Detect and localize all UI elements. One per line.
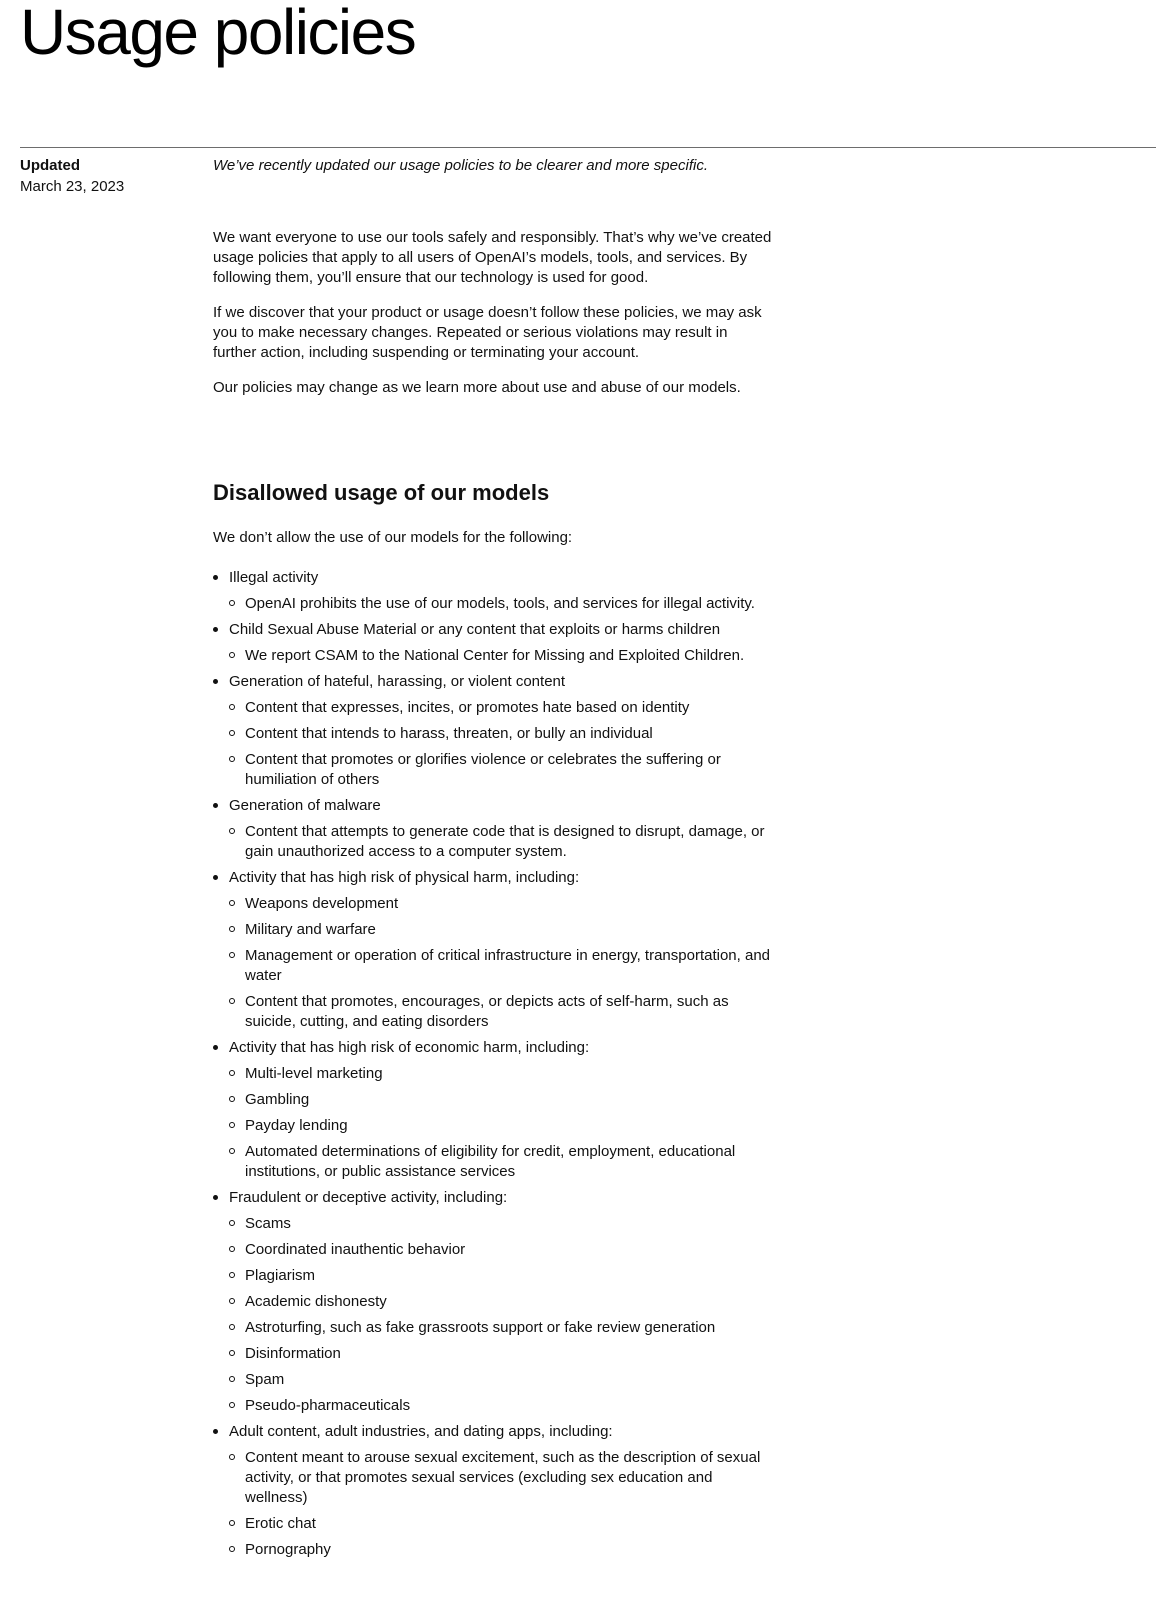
list-item-label: Activity that has high risk of economic harm, including: bbox=[229, 1039, 590, 1056]
disallowed-usage-list bbox=[213, 568, 773, 1560]
list-item bbox=[213, 1422, 773, 1560]
sub-list-item: Scams bbox=[229, 1214, 773, 1234]
sub-list-item: Automated determinations of eligibility for credit, employment, educational institutions, or public assistance services bbox=[229, 1142, 773, 1182]
list-item bbox=[213, 672, 773, 790]
sub-list-item: Content that intends to harass, threaten, or bully an individual bbox=[229, 724, 773, 744]
list-item-label: Generation of malware bbox=[229, 797, 381, 814]
sub-list-item: Payday lending bbox=[229, 1116, 773, 1136]
list-item bbox=[213, 1038, 773, 1182]
updated-date: March 23, 2023 bbox=[20, 178, 125, 195]
intro-paragraph: If we discover that your product or usage doesn’t follow these policies, we may ask you to make necessary changes. Repeated or serious violations may result in further action, including suspending or terminating your account. bbox=[213, 304, 762, 361]
sub-list-item: Content meant to arouse sexual excitement, such as the description of sexual activity, or that promotes sexual services (excluding sex education and wellness) bbox=[229, 1448, 773, 1508]
sub-list-item: Astroturfing, such as fake grassroots support or fake review generation bbox=[229, 1318, 773, 1338]
sub-list-item: Gambling bbox=[229, 1090, 773, 1110]
sub-list-item: Content that attempts to generate code that is designed to disrupt, damage, or gain unauthorized access to a computer system. bbox=[229, 822, 773, 862]
update-notice: We’ve recently updated our usage policies to be clearer and more specific. bbox=[213, 157, 708, 174]
update-meta bbox=[20, 155, 200, 197]
list-item bbox=[213, 568, 773, 614]
list-item bbox=[213, 868, 773, 1032]
section-lead: We don’t allow the use of our models for the following: bbox=[213, 529, 573, 546]
sub-list-item: Multi-level marketing bbox=[229, 1064, 773, 1084]
list-item-label: Fraudulent or deceptive activity, including: bbox=[229, 1189, 508, 1206]
intro-paragraph: Our policies may change as we learn more about use and abuse of our models. bbox=[213, 379, 741, 396]
sub-list-item: Military and warfare bbox=[229, 920, 773, 940]
title-divider bbox=[20, 147, 1156, 148]
sub-list-item: OpenAI prohibits the use of our models, tools, and services for illegal activity. bbox=[229, 594, 773, 614]
list-item-label: Generation of hateful, harassing, or violent content bbox=[229, 673, 566, 690]
sub-list bbox=[229, 646, 773, 666]
sub-list-item: We report CSAM to the National Center for Missing and Exploited Children. bbox=[229, 646, 773, 666]
sub-list-item: Coordinated inauthentic behavior bbox=[229, 1240, 773, 1260]
sub-list bbox=[229, 1448, 773, 1560]
updated-label: Updated bbox=[20, 157, 80, 174]
policy-content bbox=[213, 155, 773, 1566]
sub-list-item: Pornography bbox=[229, 1540, 773, 1560]
sub-list bbox=[229, 698, 773, 790]
sub-list bbox=[229, 1214, 773, 1416]
sub-list-item: Management or operation of critical infrastructure in energy, transportation, and water bbox=[229, 946, 773, 986]
sub-list-item: Content that promotes or glorifies violence or celebrates the suffering or humiliation of others bbox=[229, 750, 773, 790]
section-heading: Disallowed usage of our models bbox=[213, 480, 550, 505]
sub-list-item: Disinformation bbox=[229, 1344, 773, 1364]
intro-section bbox=[213, 228, 773, 398]
list-item-label: Child Sexual Abuse Material or any content that exploits or harms children bbox=[229, 621, 721, 638]
list-item-label: Illegal activity bbox=[229, 569, 319, 586]
list-item bbox=[213, 796, 773, 862]
sub-list bbox=[229, 1064, 773, 1182]
list-item-label: Activity that has high risk of physical harm, including: bbox=[229, 869, 580, 886]
sub-list bbox=[229, 594, 773, 614]
sub-list-item: Content that promotes, encourages, or depicts acts of self-harm, such as suicide, cutting, and eating disorders bbox=[229, 992, 773, 1032]
sub-list-item: Erotic chat bbox=[229, 1514, 773, 1534]
list-item bbox=[213, 1188, 773, 1416]
sub-list-item: Content that expresses, incites, or promotes hate based on identity bbox=[229, 698, 773, 718]
sub-list-item: Academic dishonesty bbox=[229, 1292, 773, 1312]
list-item bbox=[213, 620, 773, 666]
sub-list bbox=[229, 822, 773, 862]
sub-list-item: Plagiarism bbox=[229, 1266, 773, 1286]
list-item-label: Adult content, adult industries, and dating apps, including: bbox=[229, 1423, 613, 1440]
sub-list bbox=[229, 894, 773, 1032]
sub-list-item: Pseudo-pharmaceuticals bbox=[229, 1396, 773, 1416]
sub-list-item: Spam bbox=[229, 1370, 773, 1390]
intro-paragraph: We want everyone to use our tools safely and responsibly. That’s why we’ve created usage policies that apply to all users of OpenAI’s models, tools, and services. By following them, you’ll ensure that our technology is used for good. bbox=[213, 229, 772, 286]
page-title: Usage policies bbox=[20, 0, 416, 68]
sub-list-item: Weapons development bbox=[229, 894, 773, 914]
